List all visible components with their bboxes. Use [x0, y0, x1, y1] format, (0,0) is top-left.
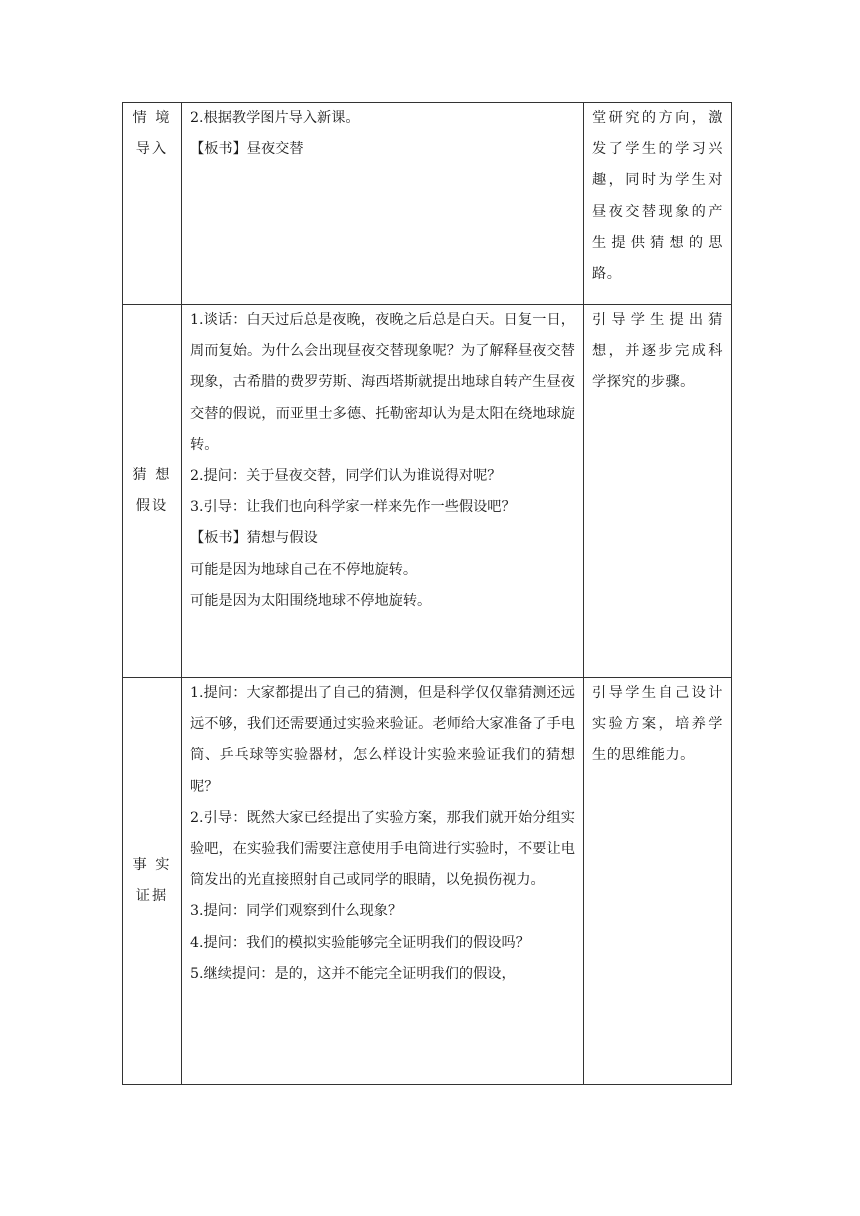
- process-paragraph: 可能是因为太阳围绕地球不停地旋转。: [190, 592, 432, 609]
- stage-label: 猜 想假设: [132, 466, 172, 514]
- table-row: [123, 305, 732, 678]
- process-paragraph: 4.提问：我们的模拟实验能够完全证明我们的假设吗？: [190, 934, 530, 951]
- stage-cell: [123, 305, 182, 678]
- stage-label: 事 实证据: [132, 856, 172, 904]
- stage-cell: [123, 678, 182, 1085]
- process-cell: [182, 103, 584, 305]
- process-cell: [182, 678, 584, 1085]
- process-paragraph: 【板书】昼夜交替: [190, 141, 304, 158]
- process-paragraph: 1.谈话：白天过后总是夜晚，夜晚之后总是白天。日复一日，周而复始。为什么会出现昼夜交替现象呢？为了解释昼夜交替现象，古希腊的费罗劳斯、海西塔斯就提出地球自转产生昼夜交替的假说，而亚里士多德、托勒密却认为是太阳在绕地球旋转。: [190, 312, 575, 453]
- process-paragraph: 5.继续提问：是的，这并不能完全证明我们的假设，: [190, 965, 516, 982]
- stage-label: 情 境导入: [132, 110, 172, 158]
- process-paragraph: 2.引导：既然大家已经提出了实验方案，那我们就开始分组实验吧，在实验我们需要注意使用手电筒进行实验时，不要让电筒发出的光直接照射自己或同学的眼睛，以免损伤视力。: [190, 809, 575, 889]
- process-paragraph: 3.引导：让我们也向科学家一样来先作一些假设吧？: [190, 499, 516, 516]
- process-cell: [182, 305, 584, 678]
- table-row: [123, 678, 732, 1085]
- lesson-plan-table: [122, 102, 732, 1085]
- note-text: 堂研究的方向，激发了学生的学习兴趣，同时为学生对昼夜交替现象的产生提供猜想的思路。: [592, 110, 723, 283]
- note-text: 引导学生自己设计实验方案，培养学生的思维能力。: [592, 685, 723, 764]
- process-paragraph: 【板书】猜想与假设: [190, 530, 318, 547]
- table-row: [123, 103, 732, 305]
- note-text: 引导学生提出猜想，并逐步完成科学探究的步骤。: [592, 312, 723, 391]
- note-cell: [584, 678, 732, 1085]
- process-paragraph: 2.根据教学图片导入新课。: [190, 110, 360, 126]
- process-paragraph: 2.提问：关于昼夜交替，同学们认为谁说得对呢？: [190, 468, 502, 485]
- note-cell: [584, 103, 732, 305]
- note-cell: [584, 305, 732, 678]
- process-paragraph: 可能是因为地球自己在不停地旋转。: [190, 561, 418, 578]
- process-paragraph: 3.提问：同学们观察到什么现象？: [190, 903, 403, 920]
- process-paragraph: 1.提问：大家都提出了自己的猜测，但是科学仅仅靠猜测还远远不够，我们还需要通过实验来验证。老师给大家准备了手电筒、乒乓球等实验器材，怎么样设计实验来验证我们的猜想呢？: [190, 685, 575, 795]
- stage-cell: [123, 103, 182, 305]
